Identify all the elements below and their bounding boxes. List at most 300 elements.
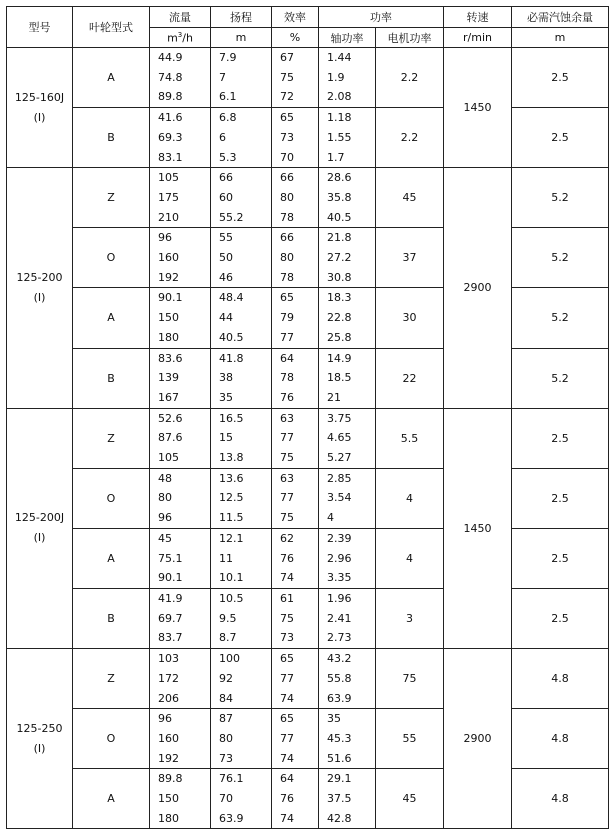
- efficiency-cell-value: 75: [280, 611, 294, 625]
- shaft-power-cell-values: [319, 228, 375, 287]
- flow-cell: [150, 649, 211, 709]
- head-cell-value: 92: [219, 671, 233, 685]
- model-name: [7, 268, 72, 308]
- shaft-power-cell-value: 28.6: [327, 171, 352, 185]
- npsh-cell: 5.2: [512, 168, 609, 228]
- shaft-power-cell-value: 22.8: [327, 311, 352, 325]
- efficiency-cell-value: 65: [280, 111, 294, 125]
- efficiency-cell-values: [272, 349, 318, 408]
- flow-cell-value: 105: [158, 451, 179, 465]
- npsh-cell: 5.2: [512, 348, 609, 408]
- efficiency-cell: [272, 108, 319, 168]
- shaft-power-cell-value: 43.2: [327, 652, 352, 666]
- efficiency-cell-values: [272, 649, 318, 708]
- shaft-power-cell-values: [319, 529, 375, 588]
- efficiency-cell-value: 75: [280, 70, 294, 84]
- shaft-power-cell-value: 25.8: [327, 330, 352, 344]
- speed-cell: 1450: [444, 48, 512, 168]
- efficiency-cell: [272, 468, 319, 528]
- shaft-power-cell-values: [319, 649, 375, 708]
- npsh-cell: 5.2: [512, 288, 609, 348]
- head-cell-values: [211, 228, 271, 287]
- efficiency-cell: [272, 228, 319, 288]
- head-cell-value: 12.5: [219, 491, 244, 505]
- shaft-power-cell-values: [319, 349, 375, 408]
- head-cell-value: 55: [219, 231, 233, 245]
- impeller-cell: O: [73, 709, 150, 769]
- flow-cell-values: [150, 48, 210, 107]
- model-name: [7, 508, 72, 548]
- efficiency-cell-value: 77: [280, 671, 294, 685]
- model-name-line2: (I): [33, 290, 46, 304]
- flow-cell-value: 41.6: [158, 111, 183, 125]
- table-row: [7, 348, 609, 408]
- shaft-power-cell-value: 3.35: [327, 571, 352, 585]
- efficiency-cell-value: 64: [280, 772, 294, 786]
- efficiency-cell-value: 77: [280, 491, 294, 505]
- efficiency-cell-value: 63: [280, 411, 294, 425]
- impeller-cell: B: [73, 588, 150, 648]
- head-cell-value: 50: [219, 251, 233, 265]
- efficiency-cell-value: 74: [280, 691, 294, 705]
- table-row: [7, 468, 609, 528]
- header-npsh: 必需汽蚀余量: [512, 7, 609, 28]
- shaft-power-cell-values: [319, 108, 375, 167]
- efficiency-cell: [272, 649, 319, 709]
- flow-cell-value: 96: [158, 231, 172, 245]
- header-speed-unit: r/min: [444, 28, 512, 48]
- npsh-cell: 2.5: [512, 48, 609, 108]
- head-cell-value: 13.6: [219, 471, 244, 485]
- head-cell: [211, 528, 272, 588]
- shaft-power-cell-value: 40.5: [327, 210, 352, 224]
- motor-power-cell: 5.5: [376, 408, 444, 468]
- shaft-power-cell-value: 4: [327, 511, 334, 525]
- shaft-power-cell-values: [319, 409, 375, 468]
- flow-cell: [150, 528, 211, 588]
- head-cell-values: [211, 529, 271, 588]
- table-row: [7, 228, 609, 288]
- head-cell-value: 7.9: [219, 51, 237, 64]
- efficiency-cell-value: 78: [280, 371, 294, 385]
- shaft-power-cell: [319, 528, 376, 588]
- efficiency-cell-values: [272, 589, 318, 648]
- npsh-cell: 2.5: [512, 588, 609, 648]
- header-power: 功率: [319, 7, 444, 28]
- head-cell-value: 13.8: [219, 451, 244, 465]
- shaft-power-cell: [319, 408, 376, 468]
- impeller-cell: O: [73, 228, 150, 288]
- flow-cell: [150, 408, 211, 468]
- head-cell-value: 8.7: [219, 631, 237, 645]
- shaft-power-cell-value: 1.55: [327, 130, 352, 144]
- efficiency-cell-value: 78: [280, 270, 294, 284]
- flow-cell-value: 160: [158, 731, 179, 745]
- efficiency-cell-value: 66: [280, 171, 294, 185]
- head-cell: [211, 588, 272, 648]
- efficiency-cell: [272, 48, 319, 108]
- head-cell-value: 11: [219, 551, 233, 565]
- shaft-power-cell-value: 1.7: [327, 150, 345, 164]
- header-motor-power: 电机功率: [376, 28, 444, 48]
- flow-cell-value: 167: [158, 390, 179, 404]
- shaft-power-cell-value: 2.96: [327, 551, 352, 565]
- motor-power-cell: 30: [376, 288, 444, 348]
- shaft-power-cell-value: 37.5: [327, 792, 352, 806]
- flow-cell-value: 160: [158, 251, 179, 265]
- flow-cell-values: [150, 108, 210, 167]
- efficiency-cell-value: 66: [280, 231, 294, 245]
- head-cell: [211, 709, 272, 769]
- shaft-power-cell: [319, 108, 376, 168]
- head-cell: [211, 288, 272, 348]
- efficiency-cell: [272, 168, 319, 228]
- model-cell: [7, 48, 73, 168]
- head-cell-value: 48.4: [219, 291, 244, 305]
- shaft-power-cell-value: 1.96: [327, 591, 352, 605]
- shaft-power-cell-value: 14.9: [327, 351, 352, 365]
- impeller-cell: A: [73, 528, 150, 588]
- table-row: [7, 769, 609, 829]
- head-cell-value: 41.8: [219, 351, 244, 365]
- impeller-cell: Z: [73, 408, 150, 468]
- shaft-power-cell-value: 2.41: [327, 611, 352, 625]
- flow-cell-values: [150, 469, 210, 528]
- shaft-power-cell-values: [319, 769, 375, 828]
- head-cell-values: [211, 108, 271, 167]
- efficiency-cell-value: 65: [280, 712, 294, 726]
- motor-power-cell: 3: [376, 588, 444, 648]
- efficiency-cell-value: 61: [280, 591, 294, 605]
- head-cell-values: [211, 709, 271, 768]
- shaft-power-cell-value: 51.6: [327, 751, 352, 765]
- efficiency-cell-value: 77: [280, 330, 294, 344]
- header-shaft-power: 轴功率: [319, 28, 376, 48]
- efficiency-cell-value: 65: [280, 652, 294, 666]
- flow-cell-value: 83.1: [158, 150, 183, 164]
- flow-cell-value: 45: [158, 531, 172, 545]
- shaft-power-cell: [319, 228, 376, 288]
- efficiency-cell-values: [272, 48, 318, 107]
- shaft-power-cell-value: 55.8: [327, 671, 352, 685]
- model-cell: [7, 168, 73, 408]
- head-cell-value: 5.3: [219, 150, 237, 164]
- flow-cell-value: 90.1: [158, 291, 183, 305]
- head-cell-value: 10.1: [219, 571, 244, 585]
- flow-cell-values: [150, 769, 210, 828]
- npsh-cell: 2.5: [512, 408, 609, 468]
- efficiency-cell-value: 77: [280, 731, 294, 745]
- table-row: [7, 588, 609, 648]
- head-cell-value: 44: [219, 311, 233, 325]
- shaft-power-cell: [319, 288, 376, 348]
- model-cell: [7, 649, 73, 829]
- flow-cell: [150, 288, 211, 348]
- shaft-power-cell-value: 21.8: [327, 231, 352, 245]
- efficiency-cell-value: 80: [280, 251, 294, 265]
- shaft-power-cell-value: 27.2: [327, 251, 352, 265]
- efficiency-cell-value: 79: [280, 311, 294, 325]
- efficiency-cell-value: 74: [280, 811, 294, 825]
- head-cell-values: [211, 349, 271, 408]
- efficiency-cell-values: [272, 168, 318, 227]
- efficiency-cell-value: 72: [280, 90, 294, 104]
- efficiency-cell-value: 73: [280, 130, 294, 144]
- model-name-line1: 125-200: [16, 270, 63, 284]
- shaft-power-cell-value: 2.85: [327, 471, 352, 485]
- flow-cell-value: 41.9: [158, 591, 183, 605]
- head-cell-value: 60: [219, 190, 233, 204]
- table-row: [7, 528, 609, 588]
- npsh-cell: 4.8: [512, 709, 609, 769]
- efficiency-cell-value: 62: [280, 531, 294, 545]
- shaft-power-cell-value: 2.08: [327, 90, 352, 104]
- shaft-power-cell-values: [319, 469, 375, 528]
- efficiency-cell-value: 75: [280, 451, 294, 465]
- shaft-power-cell-value: 1.9: [327, 70, 345, 84]
- npsh-cell: 5.2: [512, 228, 609, 288]
- speed-cell: 2900: [444, 649, 512, 829]
- head-cell-values: [211, 168, 271, 227]
- model-name: [7, 719, 72, 759]
- shaft-power-cell-values: [319, 48, 375, 107]
- table-row: [7, 108, 609, 168]
- speed-cell: 1450: [444, 408, 512, 648]
- header-speed: 转速: [444, 7, 512, 28]
- model-name-line2: (I): [33, 110, 46, 124]
- shaft-power-cell-value: 2.39: [327, 531, 352, 545]
- motor-power-cell: 22: [376, 348, 444, 408]
- flow-cell-value: 83.6: [158, 351, 183, 365]
- head-cell-values: [211, 409, 271, 468]
- header-efficiency: 效率: [272, 7, 319, 28]
- flow-cell: [150, 228, 211, 288]
- flow-unit-base: m: [167, 31, 178, 45]
- head-cell-value: 6: [219, 130, 226, 144]
- shaft-power-cell-values: [319, 288, 375, 347]
- flow-cell-values: [150, 409, 210, 468]
- head-cell: [211, 649, 272, 709]
- spec-table-container: [6, 6, 609, 829]
- header-impeller: 叶轮型式: [73, 7, 150, 48]
- npsh-cell: 2.5: [512, 528, 609, 588]
- shaft-power-cell: [319, 48, 376, 108]
- efficiency-cell-value: 78: [280, 210, 294, 224]
- head-cell: [211, 48, 272, 108]
- efficiency-cell-value: 76: [280, 390, 294, 404]
- flow-cell-value: 150: [158, 792, 179, 806]
- shaft-power-cell-value: 4.65: [327, 431, 352, 445]
- speed-cell: 2900: [444, 168, 512, 408]
- efficiency-cell: [272, 288, 319, 348]
- flow-cell-values: [150, 589, 210, 648]
- efficiency-cell-value: 73: [280, 631, 294, 645]
- flow-cell-value: 74.8: [158, 70, 183, 84]
- shaft-power-cell-value: 29.1: [327, 772, 352, 786]
- flow-cell-values: [150, 288, 210, 347]
- head-cell: [211, 468, 272, 528]
- flow-cell-values: [150, 709, 210, 768]
- efficiency-cell-values: [272, 288, 318, 347]
- efficiency-cell-value: 76: [280, 551, 294, 565]
- motor-power-cell: 55: [376, 709, 444, 769]
- head-cell-value: 100: [219, 652, 240, 666]
- shaft-power-cell-value: 42.8: [327, 811, 352, 825]
- table-row: [7, 168, 609, 228]
- flow-cell-value: 69.3: [158, 130, 183, 144]
- head-cell-value: 55.2: [219, 210, 244, 224]
- efficiency-cell-value: 67: [280, 51, 294, 64]
- head-cell-value: 40.5: [219, 330, 244, 344]
- head-cell-value: 46: [219, 270, 233, 284]
- head-cell-value: 70: [219, 792, 233, 806]
- table-row: [7, 649, 609, 709]
- model-name-line2: (I): [33, 741, 46, 755]
- shaft-power-cell-value: 3.75: [327, 411, 352, 425]
- head-cell-value: 84: [219, 691, 233, 705]
- flow-cell-value: 139: [158, 371, 179, 385]
- flow-cell-value: 192: [158, 751, 179, 765]
- efficiency-cell: [272, 348, 319, 408]
- flow-cell-value: 52.6: [158, 411, 183, 425]
- shaft-power-cell-value: 1.44: [327, 51, 352, 64]
- head-cell-value: 11.5: [219, 511, 244, 525]
- flow-cell-value: 105: [158, 171, 179, 185]
- flow-cell: [150, 348, 211, 408]
- shaft-power-cell-values: [319, 709, 375, 768]
- shaft-power-cell-value: 30.8: [327, 270, 352, 284]
- efficiency-cell-values: [272, 228, 318, 287]
- impeller-cell: A: [73, 48, 150, 108]
- efficiency-cell-value: 76: [280, 792, 294, 806]
- table-row: [7, 408, 609, 468]
- flow-unit-sup: 3: [177, 30, 183, 39]
- flow-cell: [150, 709, 211, 769]
- head-cell-value: 80: [219, 731, 233, 745]
- efficiency-cell: [272, 408, 319, 468]
- motor-power-cell: 4: [376, 528, 444, 588]
- flow-cell-value: 150: [158, 311, 179, 325]
- table-row: [7, 288, 609, 348]
- header-head: 扬程: [211, 7, 272, 28]
- efficiency-cell-values: [272, 709, 318, 768]
- model-name-line1: 125-200J: [14, 511, 65, 525]
- flow-unit-tail: /h: [182, 31, 193, 45]
- flow-cell-value: 172: [158, 671, 179, 685]
- efficiency-cell-value: 65: [280, 291, 294, 305]
- npsh-cell: 2.5: [512, 468, 609, 528]
- head-cell-value: 66: [219, 171, 233, 185]
- flow-cell-values: [150, 649, 210, 708]
- header-flow-unit: [150, 28, 211, 48]
- flow-cell-value: 48: [158, 471, 172, 485]
- efficiency-cell: [272, 709, 319, 769]
- head-cell-values: [211, 469, 271, 528]
- header-efficiency-unit: %: [272, 28, 319, 48]
- shaft-power-cell-value: 1.18: [327, 111, 352, 125]
- head-cell-value: 73: [219, 751, 233, 765]
- impeller-cell: B: [73, 108, 150, 168]
- efficiency-cell-value: 63: [280, 471, 294, 485]
- table-body: [7, 48, 609, 829]
- impeller-cell: Z: [73, 649, 150, 709]
- impeller-cell: A: [73, 769, 150, 829]
- head-cell-values: [211, 288, 271, 347]
- flow-cell: [150, 588, 211, 648]
- flow-cell-value: 89.8: [158, 90, 183, 104]
- flow-cell: [150, 108, 211, 168]
- head-cell: [211, 168, 272, 228]
- shaft-power-cell: [319, 588, 376, 648]
- motor-power-cell: 2.2: [376, 108, 444, 168]
- shaft-power-cell: [319, 468, 376, 528]
- head-cell: [211, 108, 272, 168]
- shaft-power-cell-value: 21: [327, 390, 341, 404]
- flow-cell-value: 175: [158, 190, 179, 204]
- efficiency-cell-value: 75: [280, 511, 294, 525]
- flow-cell-value: 206: [158, 691, 179, 705]
- head-cell: [211, 408, 272, 468]
- flow-cell-value: 192: [158, 270, 179, 284]
- flow-cell-value: 96: [158, 712, 172, 726]
- efficiency-cell: [272, 769, 319, 829]
- shaft-power-cell-value: 18.5: [327, 371, 352, 385]
- model-name-line2: (I): [33, 531, 46, 545]
- head-cell: [211, 348, 272, 408]
- efficiency-cell-value: 70: [280, 150, 294, 164]
- table-row: [7, 709, 609, 769]
- head-cell-value: 35: [219, 390, 233, 404]
- flow-cell-value: 210: [158, 210, 179, 224]
- table-header: [7, 7, 609, 48]
- npsh-cell: 4.8: [512, 769, 609, 829]
- efficiency-cell-values: [272, 108, 318, 167]
- model-name-line1: 125-160J: [14, 90, 65, 104]
- shaft-power-cell-value: 45.3: [327, 731, 352, 745]
- flow-cell-value: 96: [158, 511, 172, 525]
- head-cell-values: [211, 48, 271, 107]
- motor-power-cell: 37: [376, 228, 444, 288]
- head-cell-value: 87: [219, 712, 233, 726]
- efficiency-cell: [272, 528, 319, 588]
- flow-cell-value: 180: [158, 811, 179, 825]
- head-cell-value: 7: [219, 70, 226, 84]
- header-row-1: [7, 7, 609, 28]
- impeller-cell: O: [73, 468, 150, 528]
- motor-power-cell: 4: [376, 468, 444, 528]
- flow-cell: [150, 769, 211, 829]
- efficiency-cell-value: 74: [280, 571, 294, 585]
- impeller-cell: Z: [73, 168, 150, 228]
- efficiency-cell-values: [272, 469, 318, 528]
- efficiency-cell-value: 80: [280, 190, 294, 204]
- npsh-cell: 4.8: [512, 649, 609, 709]
- flow-cell: [150, 48, 211, 108]
- flow-cell-value: 75.1: [158, 551, 183, 565]
- head-cell-value: 63.9: [219, 811, 244, 825]
- shaft-power-cell-value: 2.73: [327, 631, 352, 645]
- shaft-power-cell-value: 18.3: [327, 291, 352, 305]
- shaft-power-cell: [319, 348, 376, 408]
- flow-cell-values: [150, 168, 210, 227]
- flow-cell: [150, 468, 211, 528]
- head-cell-value: 12.1: [219, 531, 244, 545]
- shaft-power-cell-value: 5.27: [327, 451, 352, 465]
- table-row: [7, 48, 609, 108]
- shaft-power-cell: [319, 709, 376, 769]
- head-cell-value: 10.5: [219, 591, 244, 605]
- efficiency-cell-value: 74: [280, 751, 294, 765]
